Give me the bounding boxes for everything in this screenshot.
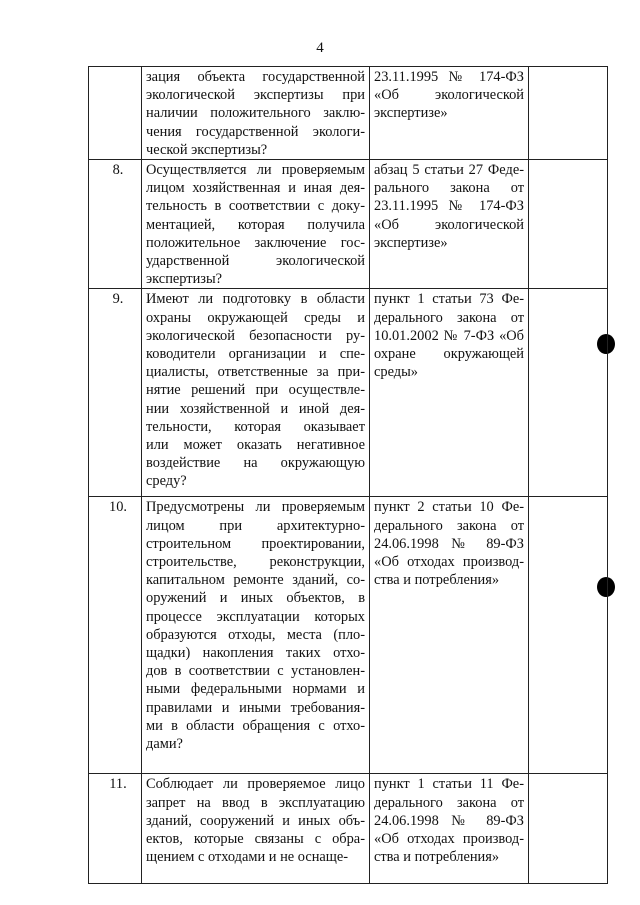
- question-cell: [142, 774, 370, 884]
- question-line: воздействие на окружающую: [146, 455, 365, 472]
- question-cell: [142, 160, 370, 289]
- row-number-text: 9.: [112, 291, 124, 308]
- question-line: Осуществляется ли проверяемым: [146, 162, 365, 179]
- question-line: лицом хозяйственная и иная дея-: [146, 180, 365, 197]
- legal-reference-line: «Об отходах производ-: [374, 831, 524, 848]
- row-number: [89, 774, 142, 884]
- legal-reference-line: пункт 2 статьи 10 Фе-: [374, 499, 524, 516]
- checklist-table: [88, 66, 608, 884]
- answer-cell: [529, 67, 608, 160]
- row-number: [89, 160, 142, 289]
- table-row: [89, 497, 608, 774]
- legal-reference-cell: [370, 289, 529, 497]
- answer-cell: [529, 160, 608, 289]
- legal-reference-line: «Об экологической: [374, 87, 524, 104]
- legal-reference-line: абзац 5 статьи 27 Феде-: [374, 162, 524, 179]
- question-line: образуются отходы, места (пло-: [146, 626, 365, 643]
- question-cell: [142, 67, 370, 160]
- question-line: процессе эксплуатации которых: [146, 608, 365, 625]
- question-line: оружений и иных объектов, в: [146, 590, 365, 607]
- legal-reference-line: пункт 1 статьи 11 Фе-: [374, 776, 524, 793]
- row-number: [89, 67, 142, 160]
- question-line: экологической безопасности ру-: [146, 327, 365, 344]
- question-line: положительное заключение гос-: [146, 234, 365, 251]
- table-row: [89, 774, 608, 884]
- question-line: наличии положительного заклю-: [146, 105, 365, 122]
- legal-reference-line: пункт 1 статьи 73 Фе-: [374, 291, 524, 308]
- question-line: ударственной экологической: [146, 253, 365, 270]
- legal-reference-line: ства и потребления»: [374, 572, 500, 589]
- legal-reference-line: дерального закона от: [374, 794, 524, 811]
- question-cell: [142, 289, 370, 497]
- question-line: капитальном ремонте зданий, со-: [146, 572, 365, 589]
- legal-reference-line: экспертизе»: [374, 234, 448, 251]
- row-number: [89, 497, 142, 774]
- legal-reference-line: «Об экологической: [374, 216, 524, 233]
- question-line: экспертизы?: [146, 271, 223, 288]
- question-line: Соблюдает ли проверяемое лицо: [146, 776, 365, 793]
- legal-reference-line: ства и потребления»: [374, 849, 500, 866]
- legal-reference-cell: [370, 774, 529, 884]
- page-number: 4: [316, 40, 324, 56]
- question-line: Предусмотрены ли проверяемым: [146, 499, 365, 516]
- row-number-text: 10.: [109, 499, 127, 516]
- question-cell: [142, 497, 370, 774]
- question-line: строительном проектировании,: [146, 535, 365, 552]
- legal-reference-line: среды»: [374, 364, 418, 381]
- legal-reference-cell: [370, 160, 529, 289]
- question-line: ческой экспертизы?: [146, 141, 268, 158]
- question-line: нятие решений при осуществле-: [146, 382, 365, 399]
- legal-reference-line: дерального закона от: [374, 517, 524, 534]
- answer-cell: [529, 774, 608, 884]
- question-line: запрет на ввод в эксплуатацию: [146, 794, 365, 811]
- question-line: ными федеральными нормами и: [146, 681, 365, 698]
- question-line: строительстве, реконструкции,: [146, 554, 365, 571]
- answer-cell: [529, 497, 608, 774]
- row-number: [89, 289, 142, 497]
- answer-cell: [529, 289, 608, 497]
- legal-reference-line: охране окружающей: [374, 346, 524, 363]
- table-row: [89, 289, 608, 497]
- question-line: или может оказать негативное: [146, 437, 365, 454]
- question-line: среду?: [146, 473, 187, 490]
- question-line: Имеют ли подготовку в области: [146, 291, 365, 308]
- question-line: чения государственной экологи-: [146, 123, 365, 140]
- question-line: охраны окружающей среды и: [146, 309, 365, 326]
- question-line: лицом при архитектурно-: [146, 517, 365, 534]
- legal-reference-line: 24.06.1998 № 89-ФЗ: [374, 535, 524, 552]
- question-line: зданий, сооружений и иных объ-: [146, 812, 365, 829]
- legal-reference-line: 24.06.1998 № 89-ФЗ: [374, 812, 524, 829]
- legal-reference-cell: [370, 67, 529, 160]
- question-line: дами?: [146, 736, 183, 753]
- question-line: тельность в соответствии с доку-: [146, 198, 365, 215]
- legal-reference-line: 23.11.1995 № 174-ФЗ: [374, 198, 524, 215]
- table-row: [89, 160, 608, 289]
- legal-reference-cell: [370, 497, 529, 774]
- question-line: ектов, которые связаны с обра-: [146, 831, 365, 848]
- question-line: щением с отходами и не оснаще-: [146, 849, 349, 866]
- legal-reference-line: экспертизе»: [374, 105, 448, 122]
- legal-reference-line: дерального закона от: [374, 309, 524, 326]
- row-number-text: 11.: [109, 776, 127, 793]
- row-number-text: 8.: [112, 162, 124, 179]
- legal-reference-line: 23.11.1995 № 174-ФЗ: [374, 69, 524, 85]
- legal-reference-line: рального закона от: [374, 180, 524, 197]
- question-line: правилами и иными требования-: [146, 699, 365, 716]
- question-line: нии хозяйственной и иной дея-: [146, 400, 365, 417]
- table-row: [89, 67, 608, 160]
- question-line: дов в соответствии с установлен-: [146, 663, 365, 680]
- question-line: циалисты, ответственные за при-: [146, 364, 365, 381]
- question-line: тельности, которая оказывает: [146, 418, 365, 435]
- question-line: зация объекта государственной: [146, 69, 365, 85]
- question-line: ментацией, которая получила: [146, 216, 365, 233]
- legal-reference-line: 10.01.2002 № 7-ФЗ «Об: [374, 327, 524, 344]
- question-line: ми в области обращения с отхо-: [146, 717, 365, 734]
- legal-reference-line: «Об отходах производ-: [374, 554, 524, 571]
- question-line: щадки) накопления таких отхо-: [146, 645, 365, 662]
- question-line: ководители организации и спе-: [146, 346, 365, 363]
- question-line: экологической экспертизы при: [146, 87, 365, 104]
